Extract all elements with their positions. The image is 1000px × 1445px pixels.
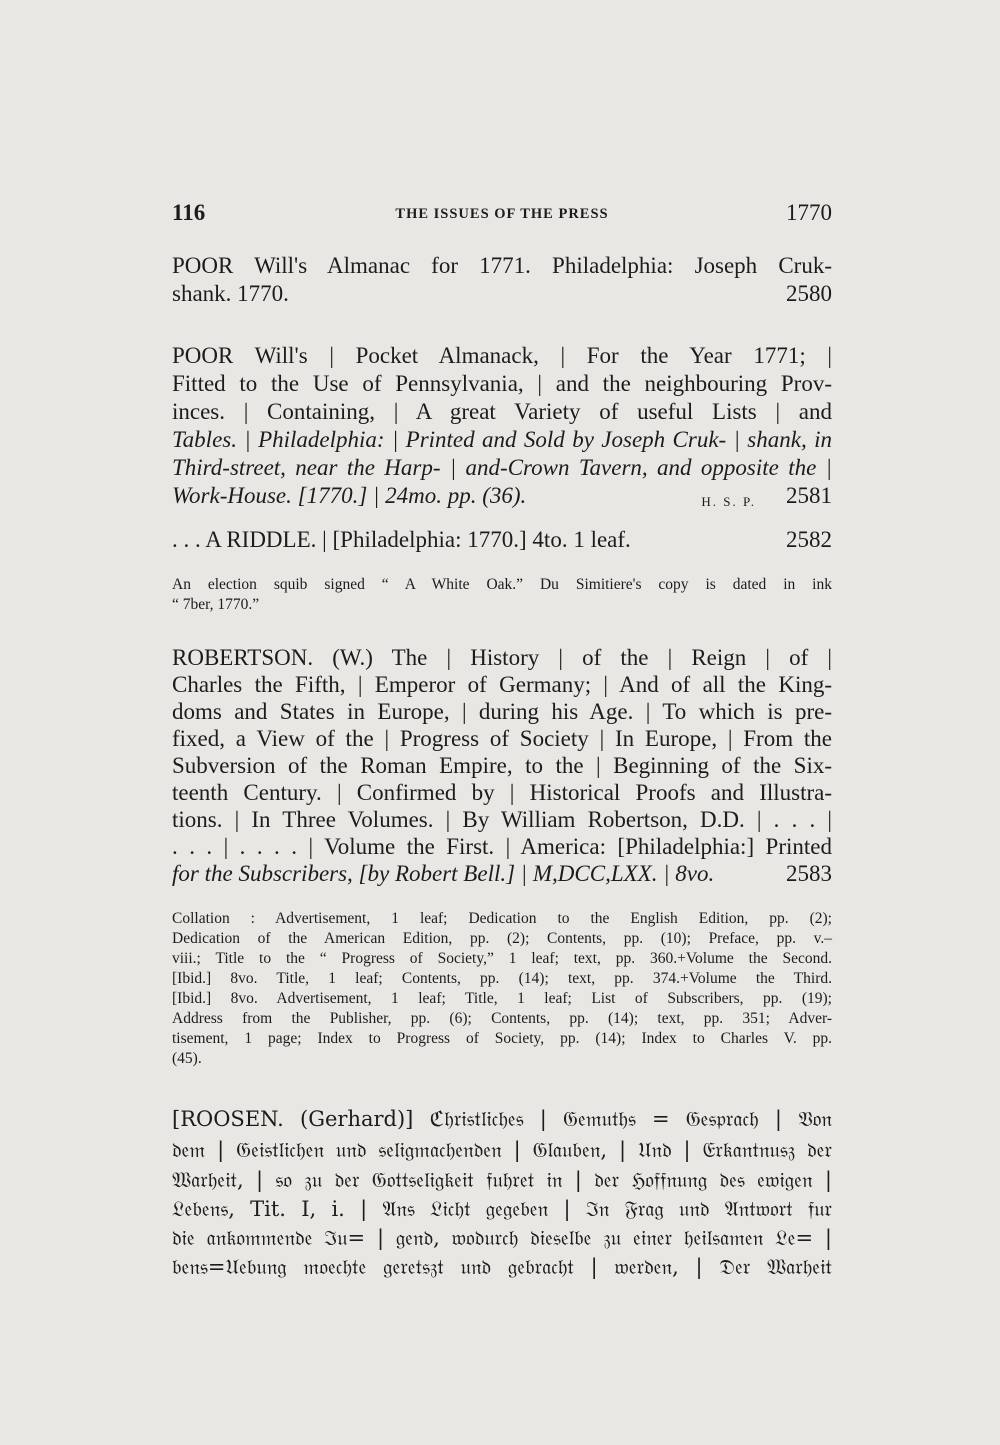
entry-number: 2582 [786,527,832,552]
entry-2580-line: POOR Will's Almanac for 1771. Philadelphia: Joseph Cruk- [172,253,832,278]
entry-2583-line: fixed, a View of the | Progress of Society | In Europe, | From the [172,726,832,751]
entry-number: 2581 [786,483,832,508]
entry-2583-line: Subversion of the Roman Empire, to the | Beginning of the Six- [172,753,832,778]
entry-2583-line: ROBERTSON. (W.) The | History | of the | Reign | of | [172,645,832,670]
roosen-entry-line: 𝔟𝔢𝔫𝔰=𝔘𝔢𝔟𝔲𝔫𝔤 𝔪𝔬𝔢𝔠𝔥𝔱𝔢 𝔤𝔢𝔯𝔢𝔱𝔰𝔷𝔱 𝔲𝔫𝔡 𝔤𝔢𝔟𝔯𝔞𝔠𝔥𝔱 | 𝔴𝔢𝔯𝔡𝔢𝔫, | 𝔇𝔢𝔯 𝔚𝔞𝔯𝔥𝔢𝔦𝔱 [172,1255,832,1279]
page-number: 116 [172,200,206,225]
roosen-entry-line: 𝔚𝔞𝔯𝔥𝔢𝔦𝔱, | 𝔰𝔬 𝔷𝔲 𝔡𝔢𝔯 𝔊𝔬𝔱𝔱𝔰𝔢𝔩𝔦𝔤𝔨𝔢𝔦𝔱 𝔣𝔲𝔥𝔯𝔢𝔱 𝔦𝔫 | 𝔡𝔢𝔯 ℌ𝔬𝔣𝔣𝔫𝔲𝔫𝔤 𝔡𝔢𝔰 𝔢𝔴𝔦𝔤𝔢𝔫 | [172,1168,832,1192]
entry-2583-line: tions. | In Three Volumes. | By William Robertson, D.D. | . . . | [172,807,832,832]
entry-2582-note: “ 7ber, 1770.” [172,596,260,613]
collation-note: [Ibid.] 8vo. Title, 1 leaf; Contents, pp. (14); text, pp. 374.+Volume the Third. [172,970,832,987]
entry-2583-line: . . . | . . . . | Volume the First. | America: [Philadelphia:] Printed [172,834,832,859]
roosen-entry-line: 𝔡𝔦𝔢 𝔞𝔫𝔨𝔬𝔪𝔪𝔢𝔫𝔡𝔢 ℑ𝔲= | 𝔤𝔢𝔫𝔡, 𝔴𝔬𝔡𝔲𝔯𝔠𝔥 𝔡𝔦𝔢𝔰𝔢𝔩𝔟𝔢 𝔷𝔲 𝔢𝔦𝔫𝔢𝔯 𝔥𝔢𝔦𝔩𝔰𝔞𝔪𝔢𝔫 𝔏𝔢= | [172,1226,832,1250]
entry-2582-note: An election squib signed “ A White Oak.” Du Simitiere's copy is dated in ink [172,576,832,593]
collation-note: [Ibid.] 8vo. Advertisement, 1 leaf; Title, 1 leaf; List of Subscribers, pp. (19); [172,990,832,1007]
entry-number: 2580 [786,281,832,306]
entry-2581-line: Third-street, near the Harp- | and-Crown Tavern, and opposite the | [172,455,832,480]
header-year: 1770 [786,200,832,225]
entry-2581-line: POOR Will's | Pocket Almanack, | For the Year 1771; | [172,343,832,368]
entry-2580-line [172,280,832,308]
entry-number: 2583 [786,861,832,886]
collation-note: viii.; Title to the “ Progress of Society,” 1 leaf; text, pp. 360.+Volume the Second. [172,950,832,967]
entry-2583-line-text: for the Subscribers, [by Robert Bell.] | M,DCC,LXX. | 8vo. [172,861,715,886]
library-location: H. S. P. [701,494,756,509]
entry-2580-line-text: shank. 1770. [172,281,289,306]
running-header [172,198,832,232]
collation-note: (45). [172,1050,202,1067]
roosen-entry-line: [ROOSEN. (Gerhard)] ℭ𝔥𝔯𝔦𝔰𝔱𝔩𝔦𝔠𝔥𝔢𝔰 | 𝔊𝔢𝔪𝔲𝔱𝔥𝔰 = 𝔊𝔢𝔰𝔭𝔯𝔞𝔠𝔥 | 𝔙𝔬𝔫 [172,1107,832,1131]
collation-note: Address from the Publisher, pp. (6); Contents, pp. (14); text, pp. 351; Adver- [172,1010,832,1027]
running-title: THE ISSUES OF THE PRESS [395,206,609,222]
entry-2583-line [172,860,832,888]
roosen-entry-line: 𝔡𝔢𝔪 | 𝔊𝔢𝔦𝔰𝔱𝔩𝔦𝔠𝔥𝔢𝔫 𝔲𝔫𝔡 𝔰𝔢𝔩𝔦𝔤𝔪𝔞𝔠𝔥𝔢𝔫𝔡𝔢𝔫 | 𝔊𝔩𝔞𝔲𝔟𝔢𝔫, | 𝔘𝔫𝔡 | 𝔈𝔯𝔨𝔞𝔫𝔱𝔫𝔲𝔰𝔷 𝔡𝔢𝔯 [172,1138,832,1162]
collation-note: Collation : Advertisement, 1 leaf; Dedication to the English Edition, pp. (2); [172,910,832,927]
entry-2583-line: teenth Century. | Confirmed by | Historical Proofs and Illustra- [172,780,832,805]
entry-2581-line: inces. | Containing, | A great Variety of useful Lists | and [172,399,832,424]
entry-2581-line [172,482,832,516]
collation-note: tisement, 1 page; Index to Progress of Society, pp. (14); Index to Charles V. pp. [172,1030,832,1047]
roosen-entry-line: 𝔏𝔢𝔟𝔢𝔫𝔰, Tit. I, i. | 𝔄𝔫𝔰 𝔏𝔦𝔠𝔥𝔱 𝔤𝔢𝔤𝔢𝔟𝔢𝔫 | ℑ𝔫 𝔉𝔯𝔞𝔤 𝔲𝔫𝔡 𝔄𝔫𝔱𝔴𝔬𝔯𝔱 𝔣𝔲𝔯 [172,1197,832,1221]
collation-note: Dedication of the American Edition, pp. (2); Contents, pp. (10); Preface, pp. v.– [172,930,832,947]
entry-2583-line: Charles the Fifth, | Emperor of Germany; | And of all the King- [172,672,832,697]
entry-2581-line-text: Work-House. [1770.] | 24mo. pp. (36). [172,483,527,508]
entry-2582-line-text: . . . A RIDDLE. | [Philadelphia: 1770.] 4to. 1 leaf. [172,527,631,552]
entry-2581-line: Fitted to the Use of Pennsylvania, | and the neighbouring Prov- [172,371,832,396]
entry-2583-line: doms and States in Europe, | during his Age. | To which is pre- [172,699,832,724]
entry-2581-line: Tables. | Philadelphia: | Printed and Sold by Joseph Cruk- | shank, in [172,427,832,452]
entry-2582-line [172,526,832,554]
